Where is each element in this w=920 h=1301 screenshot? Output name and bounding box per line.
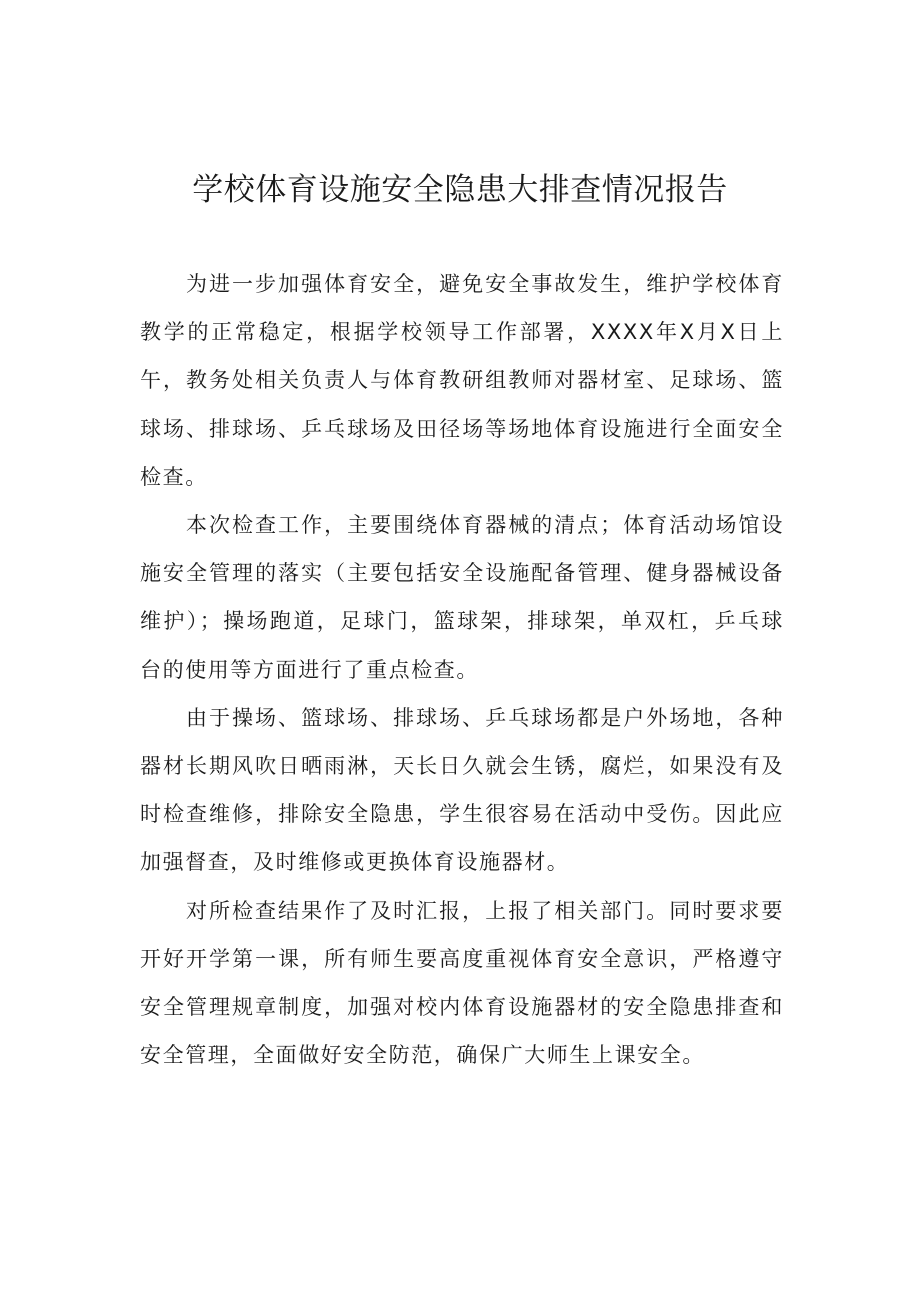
paragraph-4: 对所检查结果作了及时汇报，上报了相关部门。同时要求要开好开学第一课，所有师生要高度重视体育安全意识，严格遵守安全管理规章制度，加强对校内体育设施器材的安全隐患排查和安全管理，全面做好安全防范，确保广大师生上课安全。 bbox=[140, 898, 784, 1068]
paragraph-2: 本次检查工作，主要围绕体育器械的清点；体育活动场馆设施安全管理的落实（主要包括安全设施配备管理、健身器械设备维护）；操场跑道，足球门，篮球架，排球架，单双杠，乒乓球台的使用等方面进行了重点检查。 bbox=[140, 513, 784, 682]
paragraph-3: 由于操场、篮球场、排球场、乒乓球场都是户外场地，各种器材长期风吹日晒雨淋，天长日久就会生锈，腐烂，如果没有及时检查维修，排除安全隐患，学生很容易在活动中受伤。因此应加强督查，及时维修或更换体育设施器材。 bbox=[140, 705, 784, 875]
document-body bbox=[140, 260, 784, 1079]
paragraph-1: 为进一步加强体育安全，避免安全事故发生，维护学校体育教学的正常稳定，根据学校领导工作部署，XXXX年X月X日上午，教务处相关负责人与体育教研组教师对器材室、足球场、篮球场、排球场、乒乓球场及田径场等场地体育设施进行全面安全检查。 bbox=[140, 272, 784, 489]
document-title: 学校体育设施安全隐患大排查情况报告 bbox=[192, 172, 728, 208]
